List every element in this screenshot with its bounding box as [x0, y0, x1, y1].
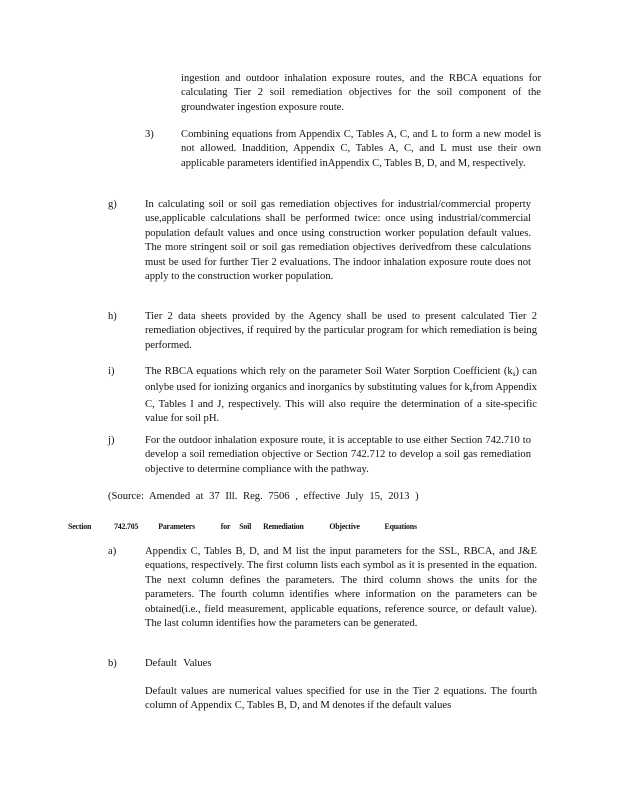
item-g-paragraph: In calculating soil or soil gas remediation objectives for industrial/commercial property use,applicable calculations shall be performed twice: once using industrial/commercial population default values and once using construction worker population default values. The more stringent soil or soil gas remediation objectives derivedfrom these calculations must be used for further Tier 2 evaluations. The indoor inhalation exposure route does not apply to the construction worker population.	[145, 199, 531, 283]
item-g-label: g)	[108, 199, 117, 210]
item-a-paragraph: Appendix C, Tables B, D, and M list the input parameters for the SSL, RBCA, and J&E equations, respectively. The first column lists each symbol as it is presented in the equation. The next column defines the parameters. The third column shows the units for the parameters. The fourth column identifies where information on the parameters can be obtained(i.e., field measurement, applicable equations, reference source, or default value). The last column identifies how the parameters can be generated.	[145, 546, 537, 630]
item-j-paragraph: For the outdoor inhalation exposure route, it is acceptable to use either Section 742.710 to develop a soil remediation objective or Section 742.712 to develop a soil gas remediation objective to determine compliance with the pathway.	[145, 435, 531, 475]
item-b-label: b)	[108, 658, 117, 669]
item-i-paragraph	[145, 365, 537, 427]
item-j-label: j)	[108, 435, 115, 446]
heading-word-parameters: Parameters	[158, 521, 196, 531]
item-a-label: a)	[108, 546, 117, 557]
section-number: 742.705	[114, 521, 139, 531]
heading-word-objective: Objective	[329, 521, 360, 531]
item-i-subscript-1: s	[512, 370, 516, 378]
heading-word-remediation: Remediation	[263, 521, 304, 531]
item-i-label: i)	[108, 366, 115, 377]
heading-word-for: for	[220, 521, 231, 531]
item-i-text-a: The RBCA equations which rely on the parameter Soil Water Sorption Coefficient (k	[145, 366, 513, 377]
item-b-title: Default Values	[145, 658, 212, 669]
item-i-subscript-2: s	[469, 386, 473, 395]
item-i-text-b: ) can onlybe used for ionizing organics and inorganics by substituting values for k	[145, 366, 537, 394]
top-continuation-paragraph: ingestion and outdoor inhalation exposure routes, and the RBCA equations for calculating Tier 2 soil remediation objectives for the soil component of the groundwater ingestion exposure route.	[181, 73, 541, 113]
item-h-paragraph: Tier 2 data sheets provided by the Agency shall be used to present calculated Tier 2 remediation objectives, if required by the particular program for which remediation is being performed.	[145, 311, 537, 351]
item-i-text-c: from Appendix C, Tables I and J, respectively. This will also require the determination of a site-specific value for soil pH.	[145, 382, 538, 425]
source-note: (Source: Amended at 37 Ill. Reg. 7506 , effective July 15, 2013 )	[108, 491, 419, 502]
heading-word-soil: Soil	[239, 521, 252, 531]
item-h-label: h)	[108, 311, 117, 322]
item-3-label: 3)	[145, 129, 154, 140]
item-3-paragraph: Combining equations from Appendix C, Tables A, C, and L to form a new model is not allowed. Inaddition, Appendix C, Tables A, C, and L must use their own applicable parameters identified inAppendix C, Tables B, D, and M, respectively.	[181, 129, 541, 169]
section-word: Section	[68, 521, 92, 531]
heading-word-equations: Equations	[384, 521, 417, 531]
item-b-paragraph: Default values are numerical values specified for use in the Tier 2 equations. The fourth column of Appendix C, Tables B, D, and M denotes if the default values	[145, 686, 537, 712]
